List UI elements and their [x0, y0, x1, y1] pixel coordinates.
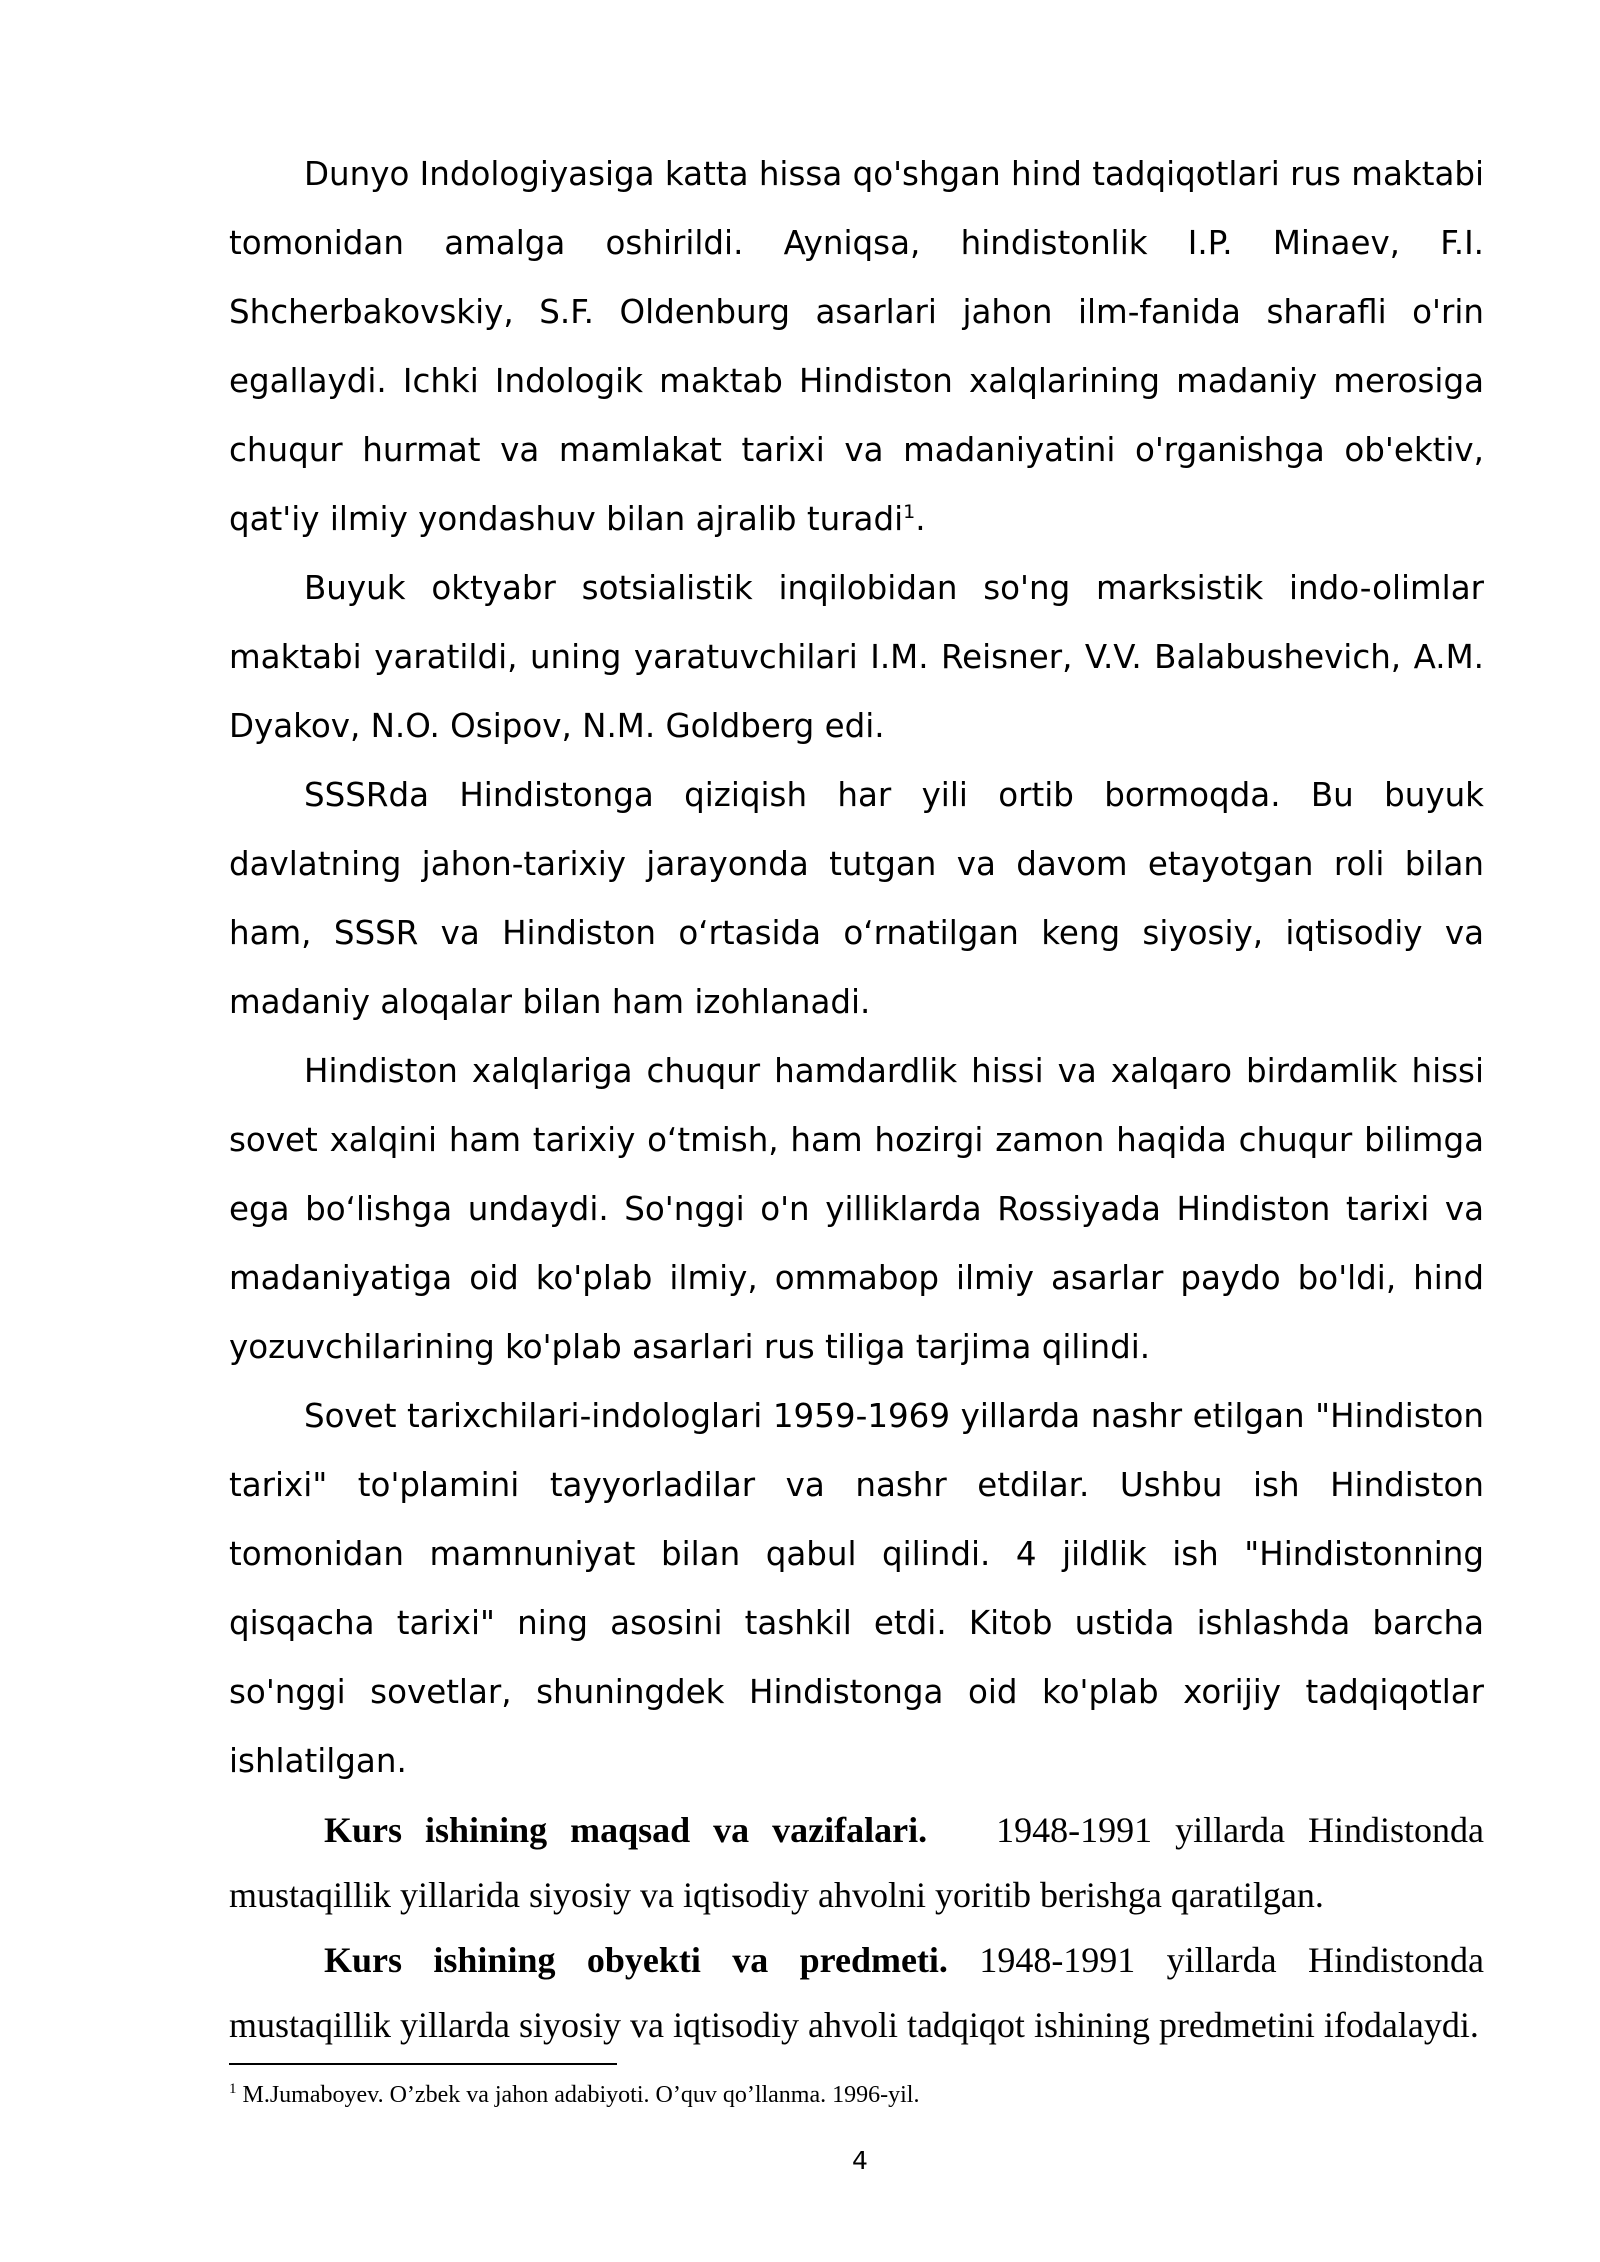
footnote-marker: 1 — [229, 2081, 237, 2097]
section-goals — [229, 1798, 1484, 1928]
paragraph-ussr-interest: SSSRda Hindistonga qiziqish har yili ortib bormoqda. Bu buyuk davlatning jahon-tarixiy jarayonda tutgan va davom etayotgan roli bilan ham, SSSR va Hindiston oʻrtasida oʻrnatilgan keng siyosiy, iqtisodiy va madaniy aloqalar bilan ham izohlanadi. — [229, 776, 1484, 1021]
paragraph-indology-schools: Dunyo Indologiyasiga katta hissa qo'shgan hind tadqiqotlari rus maktabi tomonidan amalga oshirildi. Ayniqsa, hindistonlik I.P. Minaev, F.I. Shcherbakovskiy, S.F. Oldenburg asarlari jahon ilm-fanida sharafli o'rin egallaydi. Ichki Indologik maktab Hindiston xalqlarining madaniy merosiga chuqur hurmat va mamlakat tarixi va madaniyatini o'rganishga ob'ektiv, qat'iy ilmiy yondashuv bilan ajralib turadi$^1$. — [229, 155, 1485, 538]
body-text — [229, 140, 1484, 2058]
page-number: 4 — [852, 2146, 868, 2175]
paragraph-marxist-school: Buyuk oktyabr sotsialistik inqilobidan so'ng marksistik indo-olimlar maktabi yaratildi, uning yaratuvchilari I.M. Reisner, V.V. Balabushevich, A.M. Dyakov, N.O. Osipov, N.M. Goldberg edi. — [229, 569, 1484, 745]
footnote-text: M.Jumaboyev. O’zbek va jahon adabiyoti. O’quv qo’llanma. 1996-yil. — [242, 2082, 920, 2108]
section-object — [229, 1928, 1484, 2058]
section-goals-heading: Kurs ishining maqsad va vazifalari. — [324, 1810, 928, 1850]
section-object-heading: Kurs ishining obyekti va predmeti. — [324, 1940, 948, 1980]
footnote — [229, 2080, 1484, 2110]
footnote-divider — [229, 2063, 617, 2065]
paragraph-history-collection: Sovet tarixchilari-indologlari 1959-1969 yillarda nashr etilgan "Hindiston tarixi" to'plamini tayyorladilar va nashr etdilar. Ushbu ish Hindiston tomonidan mamnuniyat bilan qabul qilindi. 4 jildlik ish "Hindistonning qisqacha tarixi" ning asosini tashkil etdi. Kitob ustida ishlashda barcha so'nggi sovetlar, shuningdek Hindistonga oid ko'plab xorijiy tadqiqotlar ishlatilgan. — [229, 1397, 1484, 1780]
paragraph-sympathy: Hindiston xalqlariga chuqur hamdardlik hissi va xalqaro birdamlik hissi sovet xalqini ham tarixiy oʻtmish, ham hozirgi zamon haqida chuqur bilimga ega boʻlishga undaydi. So'nggi o'n yilliklarda Rossiyada Hindiston tarixi va madaniyatiga oid ko'plab ilmiy, ommabop ilmiy asarlar paydo bo'ldi, hind yozuvchilarining ko'plab asarlari rus tiliga tarjima qilindi. — [229, 1052, 1484, 1366]
footnote-reference[interactable]: 1 — [903, 501, 916, 524]
section-object-text: 1948-1991 yillarda Hindistonda mustaqillik yillarda siyosiy va iqtisodiy ahvoli tadqiqot ishining predmetini ifodalaydi. — [229, 1940, 1484, 2045]
section-goals-text: 1948-1991 yillarda Hindistonda mustaqillik yillarida siyosiy va iqtisodiy ahvolni yoritib berishga qaratilgan. — [229, 1810, 1485, 1915]
